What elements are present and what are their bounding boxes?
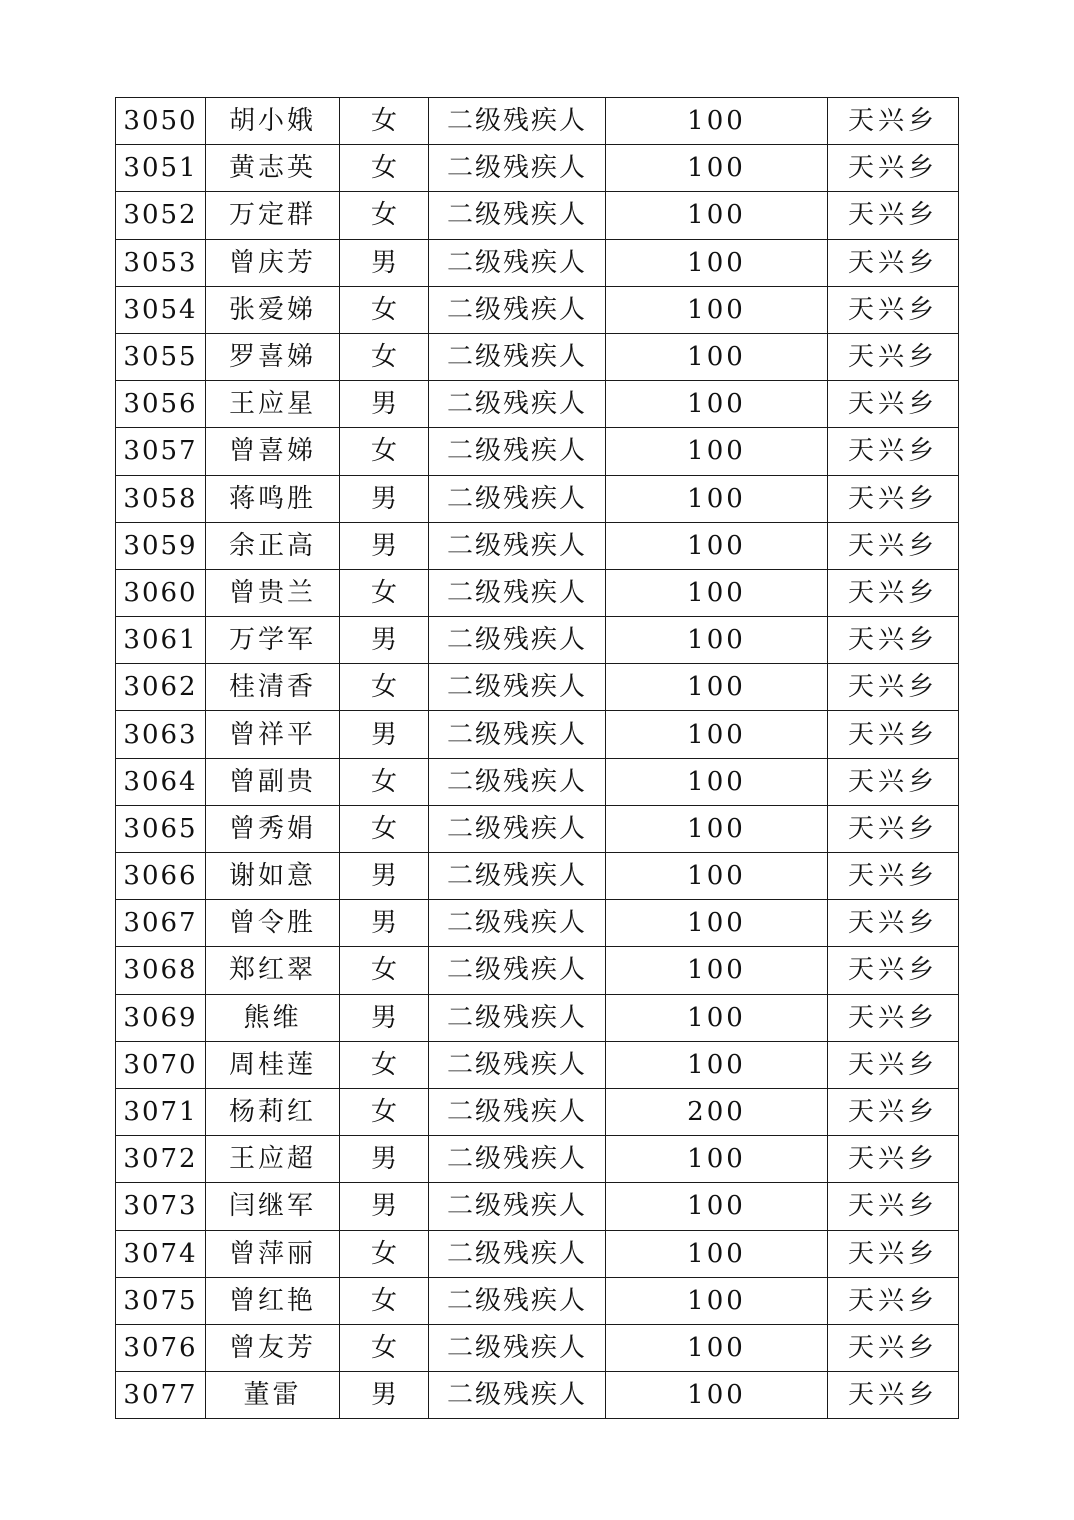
township-cell: 天兴乡 (828, 1041, 959, 1088)
township-cell: 天兴乡 (828, 664, 959, 711)
person-name-cell: 曾萍丽 (206, 1230, 340, 1277)
gender-cell: 女 (340, 758, 429, 805)
gender-cell: 女 (340, 192, 429, 239)
township-cell: 天兴乡 (828, 1230, 959, 1277)
township-cell: 天兴乡 (828, 947, 959, 994)
gender-cell: 女 (340, 145, 429, 192)
gender-cell: 女 (340, 1088, 429, 1135)
person-name-cell: 曾喜娣 (206, 428, 340, 475)
disability-category-cell: 二级残疾人 (429, 1277, 606, 1324)
township-cell: 天兴乡 (828, 286, 959, 333)
roster-body (116, 98, 959, 1419)
table-row (116, 98, 959, 145)
gender-cell: 女 (340, 1324, 429, 1371)
subsidy-amount-cell: 200 (606, 1088, 828, 1135)
person-name-cell: 郑红翠 (206, 947, 340, 994)
person-name-cell: 余正高 (206, 522, 340, 569)
person-name-cell: 曾令胜 (206, 900, 340, 947)
gender-cell: 女 (340, 569, 429, 616)
disability-category-cell: 二级残疾人 (429, 381, 606, 428)
disability-category-cell: 二级残疾人 (429, 475, 606, 522)
township-cell: 天兴乡 (828, 900, 959, 947)
gender-cell: 女 (340, 428, 429, 475)
subsidy-amount-cell: 100 (606, 239, 828, 286)
gender-cell: 男 (340, 381, 429, 428)
table-row (116, 475, 959, 522)
row-number-cell: 3070 (116, 1041, 206, 1088)
table-row (116, 1136, 959, 1183)
subsidy-amount-cell: 100 (606, 569, 828, 616)
subsidy-amount-cell: 100 (606, 900, 828, 947)
disability-category-cell: 二级残疾人 (429, 994, 606, 1041)
subsidy-amount-cell: 100 (606, 428, 828, 475)
subsidy-amount-cell: 100 (606, 853, 828, 900)
row-number-cell: 3074 (116, 1230, 206, 1277)
subsidy-amount-cell: 100 (606, 1136, 828, 1183)
disability-category-cell: 二级残疾人 (429, 947, 606, 994)
disability-category-cell: 二级残疾人 (429, 664, 606, 711)
table-row (116, 1183, 959, 1230)
row-number-cell: 3062 (116, 664, 206, 711)
disability-category-cell: 二级残疾人 (429, 758, 606, 805)
township-cell: 天兴乡 (828, 1088, 959, 1135)
gender-cell: 男 (340, 711, 429, 758)
table-row (116, 617, 959, 664)
gender-cell: 女 (340, 1041, 429, 1088)
person-name-cell: 万学军 (206, 617, 340, 664)
table-row (116, 381, 959, 428)
disability-category-cell: 二级残疾人 (429, 98, 606, 145)
table-row (116, 522, 959, 569)
table-row (116, 758, 959, 805)
subsidy-amount-cell: 100 (606, 711, 828, 758)
row-number-cell: 3064 (116, 758, 206, 805)
gender-cell: 女 (340, 1230, 429, 1277)
row-number-cell: 3065 (116, 805, 206, 852)
township-cell: 天兴乡 (828, 333, 959, 380)
subsidy-amount-cell: 100 (606, 1324, 828, 1371)
person-name-cell: 曾友芳 (206, 1324, 340, 1371)
township-cell: 天兴乡 (828, 428, 959, 475)
person-name-cell: 周桂莲 (206, 1041, 340, 1088)
township-cell: 天兴乡 (828, 1372, 959, 1419)
gender-cell: 女 (340, 1277, 429, 1324)
row-number-cell: 3071 (116, 1088, 206, 1135)
disability-category-cell: 二级残疾人 (429, 145, 606, 192)
gender-cell: 男 (340, 853, 429, 900)
table-row (116, 1277, 959, 1324)
subsidy-amount-cell: 100 (606, 333, 828, 380)
person-name-cell: 桂清香 (206, 664, 340, 711)
person-name-cell: 胡小娥 (206, 98, 340, 145)
person-name-cell: 蒋鸣胜 (206, 475, 340, 522)
gender-cell: 女 (340, 98, 429, 145)
gender-cell: 男 (340, 617, 429, 664)
disability-category-cell: 二级残疾人 (429, 569, 606, 616)
row-number-cell: 3072 (116, 1136, 206, 1183)
township-cell: 天兴乡 (828, 239, 959, 286)
person-name-cell: 张爱娣 (206, 286, 340, 333)
table-row (116, 805, 959, 852)
disability-category-cell: 二级残疾人 (429, 522, 606, 569)
gender-cell: 男 (340, 239, 429, 286)
subsidy-amount-cell: 100 (606, 522, 828, 569)
disability-category-cell: 二级残疾人 (429, 1230, 606, 1277)
row-number-cell: 3059 (116, 522, 206, 569)
gender-cell: 女 (340, 947, 429, 994)
row-number-cell: 3076 (116, 1324, 206, 1371)
row-number-cell: 3067 (116, 900, 206, 947)
subsidy-amount-cell: 100 (606, 145, 828, 192)
subsidy-amount-cell: 100 (606, 1041, 828, 1088)
person-name-cell: 曾贵兰 (206, 569, 340, 616)
township-cell: 天兴乡 (828, 381, 959, 428)
row-number-cell: 3057 (116, 428, 206, 475)
person-name-cell: 闫继军 (206, 1183, 340, 1230)
township-cell: 天兴乡 (828, 853, 959, 900)
subsidy-amount-cell: 100 (606, 98, 828, 145)
person-name-cell: 王应星 (206, 381, 340, 428)
township-cell: 天兴乡 (828, 475, 959, 522)
row-number-cell: 3063 (116, 711, 206, 758)
table-row (116, 1230, 959, 1277)
person-name-cell: 万定群 (206, 192, 340, 239)
row-number-cell: 3051 (116, 145, 206, 192)
subsidy-amount-cell: 100 (606, 286, 828, 333)
row-number-cell: 3066 (116, 853, 206, 900)
row-number-cell: 3058 (116, 475, 206, 522)
person-name-cell: 熊维 (206, 994, 340, 1041)
table-row (116, 569, 959, 616)
row-number-cell: 3061 (116, 617, 206, 664)
table-row (116, 664, 959, 711)
subsidy-amount-cell: 100 (606, 475, 828, 522)
subsidy-amount-cell: 100 (606, 1277, 828, 1324)
gender-cell: 女 (340, 333, 429, 380)
township-cell: 天兴乡 (828, 98, 959, 145)
person-name-cell: 罗喜娣 (206, 333, 340, 380)
table-row (116, 853, 959, 900)
table-row (116, 192, 959, 239)
disability-category-cell: 二级残疾人 (429, 805, 606, 852)
subsidy-amount-cell: 100 (606, 947, 828, 994)
disability-category-cell: 二级残疾人 (429, 428, 606, 475)
person-name-cell: 董雷 (206, 1372, 340, 1419)
gender-cell: 男 (340, 900, 429, 947)
township-cell: 天兴乡 (828, 758, 959, 805)
disability-category-cell: 二级残疾人 (429, 900, 606, 947)
township-cell: 天兴乡 (828, 1136, 959, 1183)
table-row (116, 286, 959, 333)
table-row (116, 1088, 959, 1135)
disability-category-cell: 二级残疾人 (429, 1324, 606, 1371)
person-name-cell: 杨莉红 (206, 1088, 340, 1135)
subsidy-amount-cell: 100 (606, 664, 828, 711)
table-row (116, 994, 959, 1041)
row-number-cell: 3053 (116, 239, 206, 286)
township-cell: 天兴乡 (828, 192, 959, 239)
gender-cell: 男 (340, 994, 429, 1041)
row-number-cell: 3052 (116, 192, 206, 239)
table-row (116, 333, 959, 380)
subsidy-amount-cell: 100 (606, 994, 828, 1041)
disability-category-cell: 二级残疾人 (429, 192, 606, 239)
table-row (116, 239, 959, 286)
disability-category-cell: 二级残疾人 (429, 1041, 606, 1088)
row-number-cell: 3077 (116, 1372, 206, 1419)
row-number-cell: 3055 (116, 333, 206, 380)
disability-category-cell: 二级残疾人 (429, 1372, 606, 1419)
disability-category-cell: 二级残疾人 (429, 286, 606, 333)
gender-cell: 女 (340, 286, 429, 333)
table-row (116, 428, 959, 475)
disability-category-cell: 二级残疾人 (429, 1088, 606, 1135)
gender-cell: 男 (340, 522, 429, 569)
gender-cell: 男 (340, 1183, 429, 1230)
gender-cell: 男 (340, 1372, 429, 1419)
subsidy-amount-cell: 100 (606, 805, 828, 852)
subsidy-amount-cell: 100 (606, 1372, 828, 1419)
person-name-cell: 曾秀娟 (206, 805, 340, 852)
table-row (116, 1041, 959, 1088)
subsidy-amount-cell: 100 (606, 192, 828, 239)
township-cell: 天兴乡 (828, 1277, 959, 1324)
table-row (116, 711, 959, 758)
table-row (116, 900, 959, 947)
township-cell: 天兴乡 (828, 1183, 959, 1230)
table-row (116, 145, 959, 192)
gender-cell: 女 (340, 805, 429, 852)
disability-category-cell: 二级残疾人 (429, 1136, 606, 1183)
gender-cell: 女 (340, 664, 429, 711)
township-cell: 天兴乡 (828, 145, 959, 192)
row-number-cell: 3054 (116, 286, 206, 333)
subsidy-amount-cell: 100 (606, 1230, 828, 1277)
table-row (116, 947, 959, 994)
person-name-cell: 曾红艳 (206, 1277, 340, 1324)
person-name-cell: 谢如意 (206, 853, 340, 900)
row-number-cell: 3050 (116, 98, 206, 145)
subsidy-roster-table (115, 97, 959, 1419)
row-number-cell: 3060 (116, 569, 206, 616)
disability-category-cell: 二级残疾人 (429, 333, 606, 380)
township-cell: 天兴乡 (828, 617, 959, 664)
gender-cell: 男 (340, 1136, 429, 1183)
disability-category-cell: 二级残疾人 (429, 853, 606, 900)
row-number-cell: 3056 (116, 381, 206, 428)
person-name-cell: 曾祥平 (206, 711, 340, 758)
disability-category-cell: 二级残疾人 (429, 617, 606, 664)
person-name-cell: 曾庆芳 (206, 239, 340, 286)
row-number-cell: 3068 (116, 947, 206, 994)
person-name-cell: 黄志英 (206, 145, 340, 192)
row-number-cell: 3073 (116, 1183, 206, 1230)
table-row (116, 1324, 959, 1371)
subsidy-amount-cell: 100 (606, 617, 828, 664)
township-cell: 天兴乡 (828, 994, 959, 1041)
township-cell: 天兴乡 (828, 711, 959, 758)
row-number-cell: 3069 (116, 994, 206, 1041)
disability-category-cell: 二级残疾人 (429, 239, 606, 286)
gender-cell: 男 (340, 475, 429, 522)
township-cell: 天兴乡 (828, 805, 959, 852)
person-name-cell: 曾副贵 (206, 758, 340, 805)
person-name-cell: 王应超 (206, 1136, 340, 1183)
township-cell: 天兴乡 (828, 522, 959, 569)
row-number-cell: 3075 (116, 1277, 206, 1324)
township-cell: 天兴乡 (828, 569, 959, 616)
disability-category-cell: 二级残疾人 (429, 1183, 606, 1230)
township-cell: 天兴乡 (828, 1324, 959, 1371)
disability-category-cell: 二级残疾人 (429, 711, 606, 758)
subsidy-amount-cell: 100 (606, 1183, 828, 1230)
subsidy-amount-cell: 100 (606, 758, 828, 805)
table-row (116, 1372, 959, 1419)
subsidy-amount-cell: 100 (606, 381, 828, 428)
